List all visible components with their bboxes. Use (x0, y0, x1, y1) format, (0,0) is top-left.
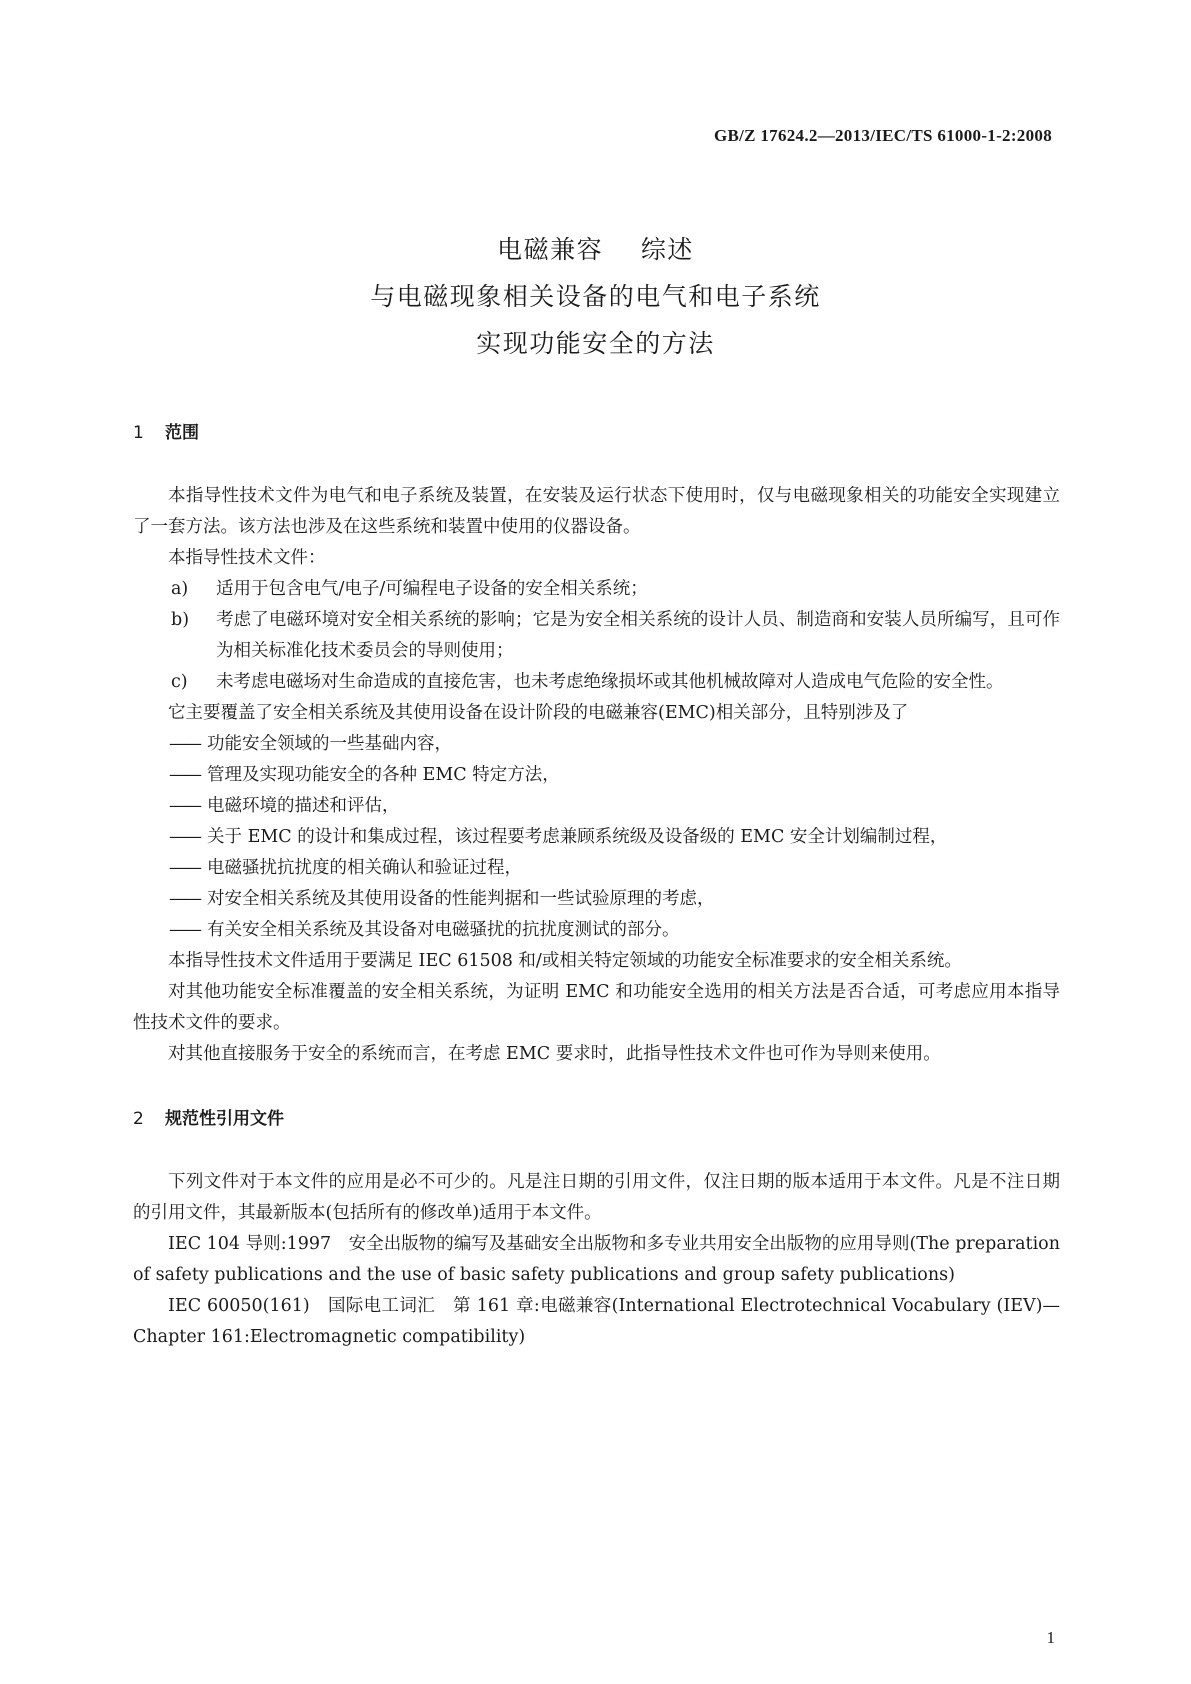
title-line-3: 实现功能安全的方法 (476, 329, 715, 358)
dash-item (133, 729, 1060, 760)
section-2-title: 规范性引用文件 (165, 1109, 284, 1129)
dash-marker: —— (169, 827, 200, 847)
dash-item (133, 915, 1060, 946)
scope-paragraph-4: 本指导性技术文件适用于要满足 IEC 61508 和/或相关特定领域的功能安全标准要求的安全相关系统。 (168, 951, 962, 971)
title-line-2: 与电磁现象相关设备的电气和电子系统 (370, 282, 821, 311)
reference-entry: IEC 104 导则:1997 安全出版物的编写及基础安全出版物和多专业共用安全出版物的应用导则(The preparation of safety publications and the use of basic safety publications and group safety publications) (133, 1234, 1060, 1285)
list-item-b (133, 605, 1060, 667)
dash-item-text: 对安全相关系统及其使用设备的性能判据和一些试验原理的考虑， (207, 889, 715, 909)
list-marker: c) (171, 672, 188, 692)
dash-marker: —— (169, 889, 200, 909)
page-number: 1 (1046, 1628, 1055, 1647)
dash-item (133, 760, 1060, 791)
list-item-text: 考虑了电磁环境对安全相关系统的影响；它是为安全相关系统的设计人员、制造商和安装人员所编写，且可作为相关标准化技术委员会的导则使用； (216, 610, 1060, 661)
standard-code: GB/Z 17624.2—2013/IEC/TS 61000-1-2:2008 (713, 126, 1052, 145)
section-2-number: 2 (133, 1109, 144, 1129)
dash-item-text: 关于 EMC 的设计和集成过程，该过程要考虑兼顾系统级及设备级的 EMC 安全计划编制过程， (207, 827, 948, 847)
list-item-c (133, 667, 1060, 698)
dash-item-text: 功能安全领域的一些基础内容， (207, 734, 452, 754)
dash-marker: —— (169, 920, 200, 940)
section-1-heading (133, 418, 1060, 449)
section-1-body (133, 481, 1060, 1070)
list-item-a (133, 574, 1060, 605)
scope-paragraph-2: 本指导性技术文件： (168, 548, 326, 568)
section-1-number: 1 (133, 423, 144, 443)
section-1-title: 范围 (165, 423, 199, 443)
scope-paragraph-6: 对其他直接服务于安全的系统而言，在考虑 EMC 要求时，此指导性技术文件也可作为导则来使用。 (168, 1044, 941, 1064)
scope-paragraph-3: 它主要覆盖了安全相关系统及其使用设备在设计阶段的电磁兼容(EMC)相关部分，且特别涉及了 (168, 703, 909, 723)
dash-item-text: 有关安全相关系统及其设备对电磁骚扰的抗扰度测试的部分。 (207, 920, 680, 940)
document-title (0, 226, 1191, 367)
list-marker: a) (171, 579, 189, 599)
list-item-text: 未考虑电磁场对生命造成的直接危害，也未考虑绝缘损坏或其他机械故障对人造成电气危险的安全性。 (216, 672, 1004, 692)
references-intro: 下列文件对于本文件的应用是必不可少的。凡是注日期的引用文件，仅注日期的版本适用于本文件。凡是不注日期的引用文件，其最新版本(包括所有的修改单)适用于本文件。 (133, 1172, 1060, 1223)
dash-item-text: 电磁环境的描述和评估， (207, 796, 400, 816)
list-marker: b) (171, 610, 190, 630)
dash-marker: —— (169, 734, 200, 754)
dash-item (133, 853, 1060, 884)
document-body (133, 418, 1060, 1353)
dash-item (133, 822, 1060, 853)
dash-item (133, 791, 1060, 822)
dash-item-text: 管理及实现功能安全的各种 EMC 特定方法， (207, 765, 560, 785)
scope-paragraph-1: 本指导性技术文件为电气和电子系统及装置，在安装及运行状态下使用时，仅与电磁现象相关的功能安全实现建立了一套方法。该方法也涉及在这些系统和装置中使用的仪器设备。 (133, 486, 1060, 537)
dash-item-text: 电磁骚扰抗扰度的相关确认和验证过程， (207, 858, 522, 878)
scope-paragraph-5: 对其他功能安全标准覆盖的安全相关系统，为证明 EMC 和功能安全选用的相关方法是否合适，可考虑应用本指导性技术文件的要求。 (133, 982, 1060, 1033)
dash-marker: —— (169, 796, 200, 816)
section-2-body (133, 1167, 1060, 1353)
section-2-heading (133, 1104, 1060, 1135)
dash-item (133, 884, 1060, 915)
reference-entry: IEC 60050(161) 国际电工词汇 第 161 章:电磁兼容(International Electrotechnical Vocabulary (IEV)—Chapter 161:Electromagnetic compatibility) (133, 1296, 1060, 1347)
title-line-1: 电磁兼容 综述 (497, 235, 694, 264)
list-item-text: 适用于包含电气/电子/可编程电子设备的安全相关系统； (216, 579, 648, 599)
dash-marker: —— (169, 858, 200, 878)
dash-marker: —— (169, 765, 200, 785)
